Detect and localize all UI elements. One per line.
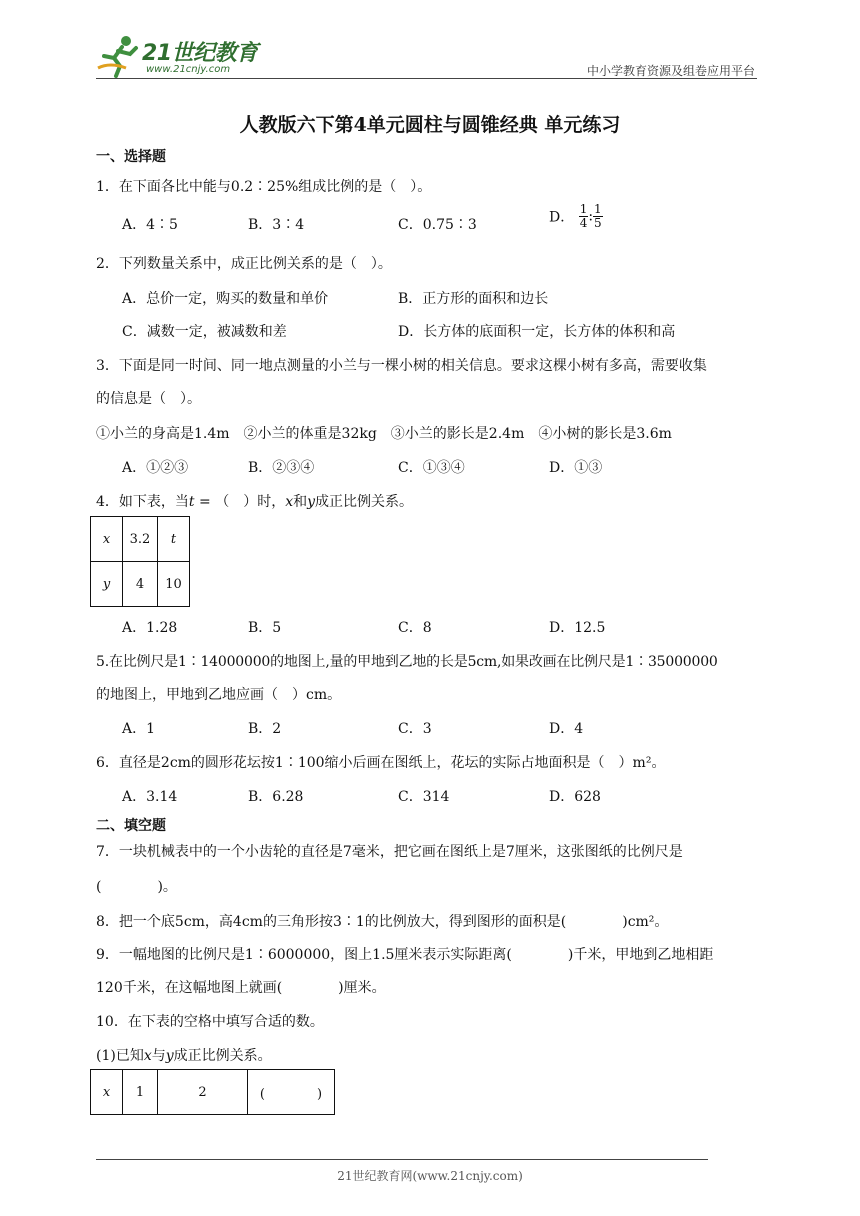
q4-option-c: C．8 bbox=[398, 620, 432, 636]
question-3-line-1: 3．下面是同一时间、同一地点测量的小兰与一棵小树的相关信息。要求这棵小树有多高，需要收集 bbox=[96, 358, 707, 374]
q1-option-c: C．0.75∶3 bbox=[398, 217, 477, 233]
q3-option-d: D．①③ bbox=[549, 460, 603, 476]
q5-option-a: A．1 bbox=[122, 721, 156, 737]
q5-option-d: D．4 bbox=[549, 721, 584, 737]
logo-url: www.21cnjy.com bbox=[146, 64, 231, 75]
q4-option-b: B．5 bbox=[248, 620, 282, 636]
section-heading-choice: 一、选择题 bbox=[96, 149, 166, 165]
question-7-line-2: ( )。 bbox=[96, 879, 177, 895]
fraction-one-quarter: $\frac{1}{4}$ bbox=[579, 202, 588, 230]
question-7-line-1: 7．一块机械表中的一个小齿轮的直径是7毫米，把它画在图纸上是7厘米，这张图纸的比例尺是 bbox=[96, 844, 683, 860]
question-1-text: 1．在下面各比中能与0.2∶25%组成比例的是（ ）。 bbox=[96, 179, 432, 195]
q1-option-a: A．4∶5 bbox=[122, 217, 178, 233]
q4-option-d: D．12.5 bbox=[549, 620, 606, 636]
page-title: 人教版六下第4单元圆柱与圆锥经典 单元练习 bbox=[239, 114, 621, 136]
q5-option-b: B．2 bbox=[248, 721, 282, 737]
logo-text: 21世纪教育 bbox=[142, 41, 258, 66]
q6-option-c: C．314 bbox=[398, 789, 450, 805]
question-6-text: 6．直径是2cm的圆形花坛按1∶100缩小后画在图纸上，花坛的实际占地面积是（ ）m²。 bbox=[96, 755, 666, 771]
table-cell: x bbox=[91, 517, 123, 562]
question-8-text: 8．把一个底5cm，高4cm的三角形按3∶1的比例放大，得到图形的面积是( )cm²。 bbox=[96, 914, 669, 930]
table-row bbox=[91, 562, 190, 607]
header-divider bbox=[96, 78, 757, 79]
q3-option-b: B．②③④ bbox=[248, 460, 315, 476]
table-row bbox=[91, 1070, 335, 1115]
question-9-line-1: 9．一幅地图的比例尺是1∶6000000，图上1.5厘米表示实际距离( )千米，甲地到乙地相距 bbox=[96, 947, 714, 963]
q2-option-d: D．长方体的底面积一定，长方体的体积和高 bbox=[398, 324, 676, 340]
table-cell: 3.2 bbox=[123, 517, 158, 562]
question-10-text: 10．在下表的空格中填写合适的数。 bbox=[96, 1014, 324, 1030]
q2-option-b: B．正方形的面积和边长 bbox=[398, 291, 549, 307]
question-4-text: 4．如下表，当t = （ ）时，x和y成正比例关系。 bbox=[96, 494, 414, 510]
table-cell: 1 bbox=[123, 1070, 158, 1115]
q3-option-c: C．①③④ bbox=[398, 460, 465, 476]
q4-table bbox=[90, 516, 190, 607]
q1-option-b: B．3∶4 bbox=[248, 217, 305, 233]
fraction-one-fifth: $\frac{1}{5}$ bbox=[594, 202, 602, 230]
question-2-text: 2．下列数量关系中，成正比例关系的是（ ）。 bbox=[96, 256, 392, 272]
q4-option-a: A．1.28 bbox=[122, 620, 178, 636]
footer-text: 21世纪教育网(www.21cnjy.com) bbox=[337, 1169, 523, 1183]
q6-option-d: D．628 bbox=[549, 789, 601, 805]
section-heading-fill: 二、填空题 bbox=[96, 818, 166, 834]
question-10-sub-1: (1)已知x与y成正比例关系。 bbox=[96, 1048, 272, 1064]
runner-logo-icon bbox=[96, 34, 142, 78]
q1-option-d: D． $\frac{1}{4}$ : $\frac{1}{5}$ bbox=[549, 202, 602, 230]
table-cell: y bbox=[91, 562, 123, 607]
question-9-line-2: 120千米，在这幅地图上就画( )厘米。 bbox=[96, 980, 386, 996]
q6-option-a: A．3.14 bbox=[122, 789, 178, 805]
q2-option-c: C．减数一定，被减数和差 bbox=[122, 324, 287, 340]
site-logo bbox=[96, 34, 256, 80]
question-5-line-1: 5.在比例尺是1∶14000000的地图上,量的甲地到乙地的长是5cm,如果改画在比例尺是1∶35000000 bbox=[96, 654, 718, 670]
table-cell: 2 bbox=[158, 1070, 248, 1115]
question-5-line-2: 的地图上，甲地到乙地应画（ ）cm。 bbox=[96, 687, 342, 703]
footer-divider bbox=[96, 1159, 708, 1160]
q3-option-a: A．①②③ bbox=[122, 460, 189, 476]
q5-option-c: C．3 bbox=[398, 721, 432, 737]
table-cell: 4 bbox=[123, 562, 158, 607]
q6-option-b: B．6.28 bbox=[248, 789, 304, 805]
question-3-info: ①小兰的身高是1.4m ②小兰的体重是32kg ③小兰的影长是2.4m ④小树的影长是3.6m bbox=[96, 426, 672, 442]
q2-option-a: A．总价一定，购买的数量和单价 bbox=[122, 291, 329, 307]
table-cell: t bbox=[158, 517, 190, 562]
table-row bbox=[91, 517, 190, 562]
question-3-line-2: 的信息是（ ）。 bbox=[96, 391, 201, 407]
table-cell: x bbox=[91, 1070, 123, 1115]
q10-table bbox=[90, 1069, 335, 1115]
answer-blank-cell: ( ) bbox=[248, 1070, 335, 1115]
table-cell: 10 bbox=[158, 562, 190, 607]
platform-name: 中小学教育资源及组卷应用平台 bbox=[586, 64, 755, 78]
